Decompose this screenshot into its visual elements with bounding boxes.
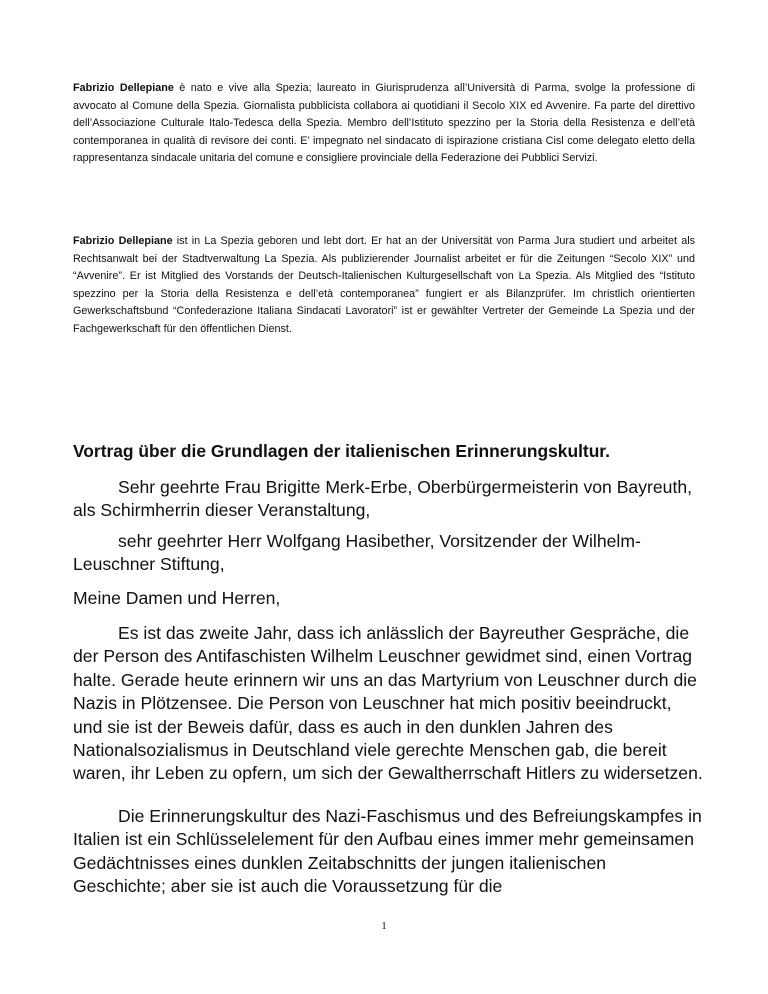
salutation-1 [73, 476, 703, 523]
bio-italian-name: Fabrizio Dellepiane [73, 82, 174, 94]
bio-italian-text: è nato e vive alla Spezia; laureato in Giurisprudenza all’Università di Parma, svolge la professione di avvocato al Comune della Spezia. Giornalista pubblicista collabora ai quotidiani il Secolo XIX ed Avvenire. Fa parte del direttivo dell’Associazione Culturale Italo-Tedesca della Spezia. Membro dell’Istituto spezzino per la Storia della Resistenza e dell’età contemporanea in qualità di revisore dei conti. E’ impegnato nel sindacato di ispirazione cristiana Cisl come delegato eletto della rappresentanza sindacale unitaria del comune e consigliere provinciale della Federazione dei Pubblici Servizi. [73, 82, 695, 165]
bio-italian [73, 80, 695, 168]
paragraph: Sehr geehrte Frau Brigitte Merk-Erbe, Oberbürgermeisterin von Bayreuth, als Schirmherrin dieser Veranstaltung, [73, 477, 693, 521]
bio-german-name: Fabrizio Dellepiane [73, 235, 173, 247]
bio-german-text: ist in La Spezia geboren und lebt dort. Er hat an der Universität von Parma Jura studiert und arbeitet als Rechtsanwalt bei der Stadtverwaltung La Spezia. Als publizierender Journalist arbeitet er für die Zeitungen “Secolo XIX” und “Avvenire”. Er ist Mitglied des Vorstands der Deutsch-Italienischen Kulturgesellschaft von La Spezia. Als Mitglied des “Istituto spezzino per la Storia della Resistenza e dell’età contemporanea” fungiert er als Bilanzprüfer. Im christlich orientierten Gewerkschaftsbund “Confederazione Italiana Sindacati Lavoratori” ist er gewählter Vertreter der Gemeinde La Spezia und der Fachgewerkschaft für den öffentlichen Dienst. [73, 235, 696, 335]
salutation-2 [73, 530, 703, 577]
body-paragraph-1 [73, 622, 703, 786]
paragraph: sehr geehrter Herr Wolfgang Hasibether, Vorsitzender der Wilhelm-Leuschner Stiftung, [73, 531, 641, 575]
bio-german [73, 233, 695, 339]
salutation-3 [73, 587, 703, 610]
paragraph: Meine Damen und Herren, [73, 588, 281, 608]
lecture-title: Vortrag über die Grundlagen der italienischen Erinnerungskultur. [73, 441, 610, 461]
paragraph: Die Erinnerungskultur des Nazi-Faschismus und des Befreiungskampfes in Italien ist ein Schlüsselelement für den Aufbau eines immer mehr gemeinsamen Gedächtnisses eines dunklen Zeitabschnitts der jungen italienischen Geschichte; aber sie ist auch die Voraussetzung für die [73, 806, 702, 897]
body-paragraph-2 [73, 805, 703, 899]
page-number: 1 [381, 920, 387, 932]
paragraph: Es ist das zweite Jahr, dass ich anlässlich der Bayreuther Gespräche, die der Person des Antifaschisten Wilhelm Leuschner gewidmet sind, einen Vortrag halte. Gerade heute erinnern wir uns an das Martyrium von Leuschner durch die Nazis in Plötzensee. Die Person von Leuschner hat mich positiv beeindruckt, und sie ist der Beweis dafür, dass es auch in den dunklen Jahren des Nationalsozialismus in Deutschland viele gerechte Menschen gab, die bereit waren, ihr Leben zu opfern, um sich der Gewaltherrschaft Hitlers zu widersetzen. [73, 623, 703, 784]
